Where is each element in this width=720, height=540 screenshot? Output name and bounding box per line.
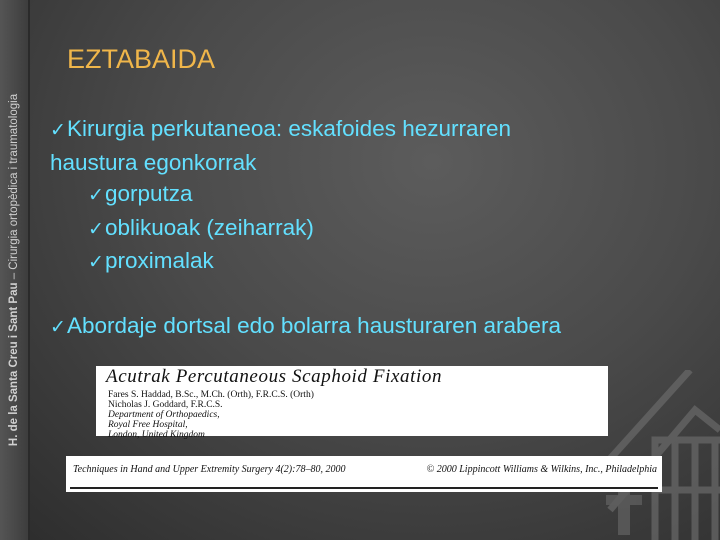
journal-name: Techniques in Hand and Upper Extremity Surgery 4(2):78–80, 2000	[73, 464, 346, 475]
sidebar-department: Cirurgia ortopèdica i traumatologia	[8, 93, 20, 270]
bullet-item-1	[50, 113, 690, 147]
sub-bullet-3-text: proximalak	[105, 248, 214, 273]
sub-bullet-1	[50, 178, 690, 212]
sub-bullet-2-text: oblikuoak (zeiharrak)	[105, 214, 314, 240]
check-icon: ✓	[88, 218, 104, 240]
hospital-emblem-watermark	[600, 370, 720, 540]
journal-rule	[70, 487, 658, 489]
sub-bullet-2	[50, 212, 690, 246]
article-authors	[108, 390, 314, 440]
check-icon: ✓	[88, 252, 104, 273]
sub-bullet-3	[50, 245, 690, 279]
check-icon: ✓	[88, 185, 104, 206]
author-2: Nicholas J. Goddard, F.R.C.S.	[108, 400, 223, 410]
sub-bullet-1-text: gorputza	[105, 181, 193, 206]
bullet-item-2-text: Abordaje dortsal edo bolarra hausturaren arabera	[67, 312, 562, 338]
sidebar	[0, 0, 28, 540]
affiliation-3: London, United Kingdom	[108, 430, 205, 440]
author-1: Fares S. Haddad, B.Sc., M.Ch. (Orth), F.R.C.S. (Orth)	[108, 390, 314, 400]
copyright-notice: © 2000 Lippincott Williams & Wilkins, Inc., Philadelphia	[426, 464, 657, 475]
sidebar-separator: –	[8, 269, 20, 283]
affiliation-1: Department of Orthopaedics,	[108, 410, 220, 420]
affiliation-2: Royal Free Hospital,	[108, 420, 188, 430]
bullet-item-1-text: Kirurgia perkutaneoa: eskafoides hezurraren	[67, 116, 512, 141]
sidebar-caption	[8, 94, 20, 446]
bullet-item-1-continuation: haustura egonkorrak	[50, 149, 257, 175]
bullet-spacer	[50, 279, 690, 310]
slide-title: EZTABAIDA	[67, 44, 216, 74]
sidebar-divider	[28, 0, 30, 540]
bullet-item-2	[50, 310, 690, 344]
bullet-list	[50, 113, 690, 343]
article-header-image	[96, 366, 608, 440]
journal-citation-image	[66, 456, 662, 492]
article-title: Acutrak Percutaneous Scaphoid Fixation	[106, 366, 443, 387]
sidebar-hospital: H. de la Santa Creu i Sant Pau	[8, 282, 20, 447]
check-icon: ✓	[50, 120, 66, 141]
check-icon: ✓	[50, 316, 66, 338]
